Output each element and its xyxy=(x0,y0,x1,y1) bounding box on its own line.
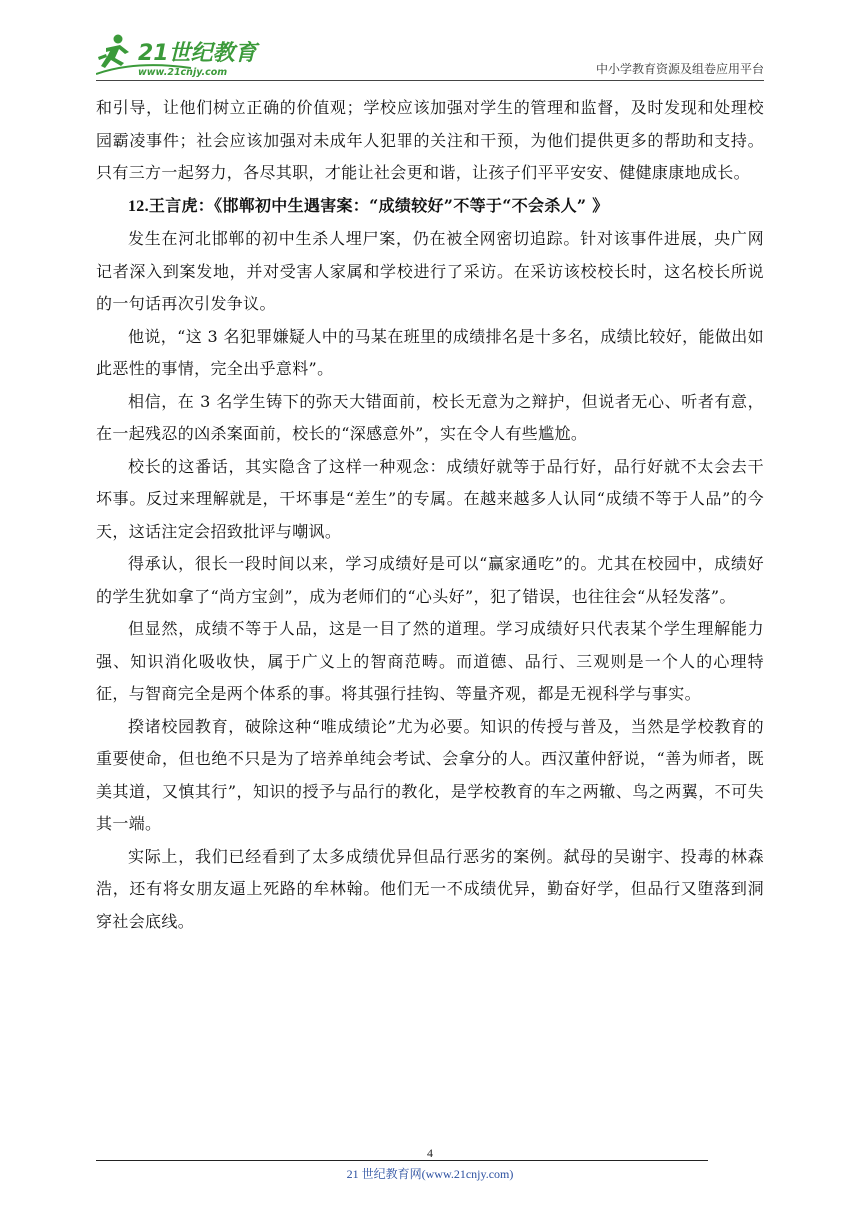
header-platform-name: 中小学教育资源及组卷应用平台 xyxy=(595,62,764,76)
paragraph: 揆诸校园教育，破除这种“唯成绩论”尤为必要。知识的传授与普及，当然是学校教育的重要使命，但也绝不只是为了培养单纯会考试、会拿分的人。西汉董仲舒说，“善为师者，既美其道，又慎其行”，知识的授予与品行的教化，是学校教育的车之两辙、鸟之两翼，不可失其一端。 xyxy=(96,716,764,833)
paragraph: 得承认，很长一段时间以来，学习成绩好是可以“赢家通吃”的。尤其在校园中，成绩好的学生犹如拿了“尚方宝剑”，成为老师们的“心头好”，犯了错误，也往往会“从轻发落”。 xyxy=(96,554,764,606)
footer-link[interactable]: 21 世纪教育网(www.21cnjy.com) xyxy=(346,1167,514,1181)
site-logo xyxy=(96,30,271,80)
paragraph-continued: 和引导，让他们树立正确的价值观；学校应该加强对学生的管理和监督，及时发现和处理校园霸凌事件；社会应该加强对未成年人犯罪的关注和干预，为他们提供更多的帮助和支持。只有三方一起努力，各尽其职，才能让社会更和谐，让孩子们平平安安、健健康康地成长。 xyxy=(96,98,764,182)
runner-icon xyxy=(98,35,129,69)
logo-url: www.21cnjy.com xyxy=(138,67,228,78)
paragraph: 他说，“这 3 名犯罪嫌疑人中的马某在班里的成绩排名是十多名，成绩比较好，能做出如此恶性的事情，完全出乎意料”。 xyxy=(96,326,764,378)
section-number: 12. xyxy=(128,197,149,215)
footer-divider xyxy=(96,1160,708,1161)
paragraph: 发生在河北邯郸的初中生杀人埋尸案，仍在被全网密切追踪。针对该事件进展，央广网记者深入到案发地，并对受害人家属和学校进行了采访。在采访该校校长时，这名校长所说的一句话再次引发争议。 xyxy=(96,229,764,313)
section-title xyxy=(96,190,764,224)
header-divider xyxy=(96,80,764,81)
logo-wordmark: 21世纪教育 xyxy=(138,41,257,66)
paragraph: 相信，在 3 名学生铸下的弥天大错面前，校长无意为之辩护，但说者无心、听者有意，在一起残忍的凶杀案面前，校长的“深感意外”，实在令人有些尴尬。 xyxy=(96,391,764,443)
paragraph: 实际上，我们已经看到了太多成绩优异但品行恶劣的案例。弑母的吴谢宇、投毒的林森浩，还有将女朋友逼上死路的牟林翰。他们无一不成绩优异，勤奋好学，但品行又堕落到洞穿社会底线。 xyxy=(96,846,764,931)
page-number: 4 xyxy=(427,1146,433,1160)
paragraph: 校长的这番话，其实隐含了这样一种观念：成绩好就等于品行好，品行好就不太会去干坏事。反过来理解就是，干坏事是“差生”的专属。在越来越多人认同“成绩不等于人品”的今天，这话注定会招致批评与嘲讽。 xyxy=(96,456,764,541)
page-header xyxy=(96,30,764,82)
article-body xyxy=(96,92,764,938)
paragraph: 但显然，成绩不等于人品，这是一目了然的道理。学习成绩好只代表某个学生理解能力强、知识消化吸收快，属于广义上的智商范畴。而道德、品行、三观则是一个人的心理特征，与智商完全是两个体系的事。将其强行挂钩、等量齐观，都是无视科学与事实。 xyxy=(96,619,764,703)
section-title-text: 王言虎：《邯郸初中生遇害案：“成绩较好”不等于“不会杀人” 》 xyxy=(148,195,609,215)
